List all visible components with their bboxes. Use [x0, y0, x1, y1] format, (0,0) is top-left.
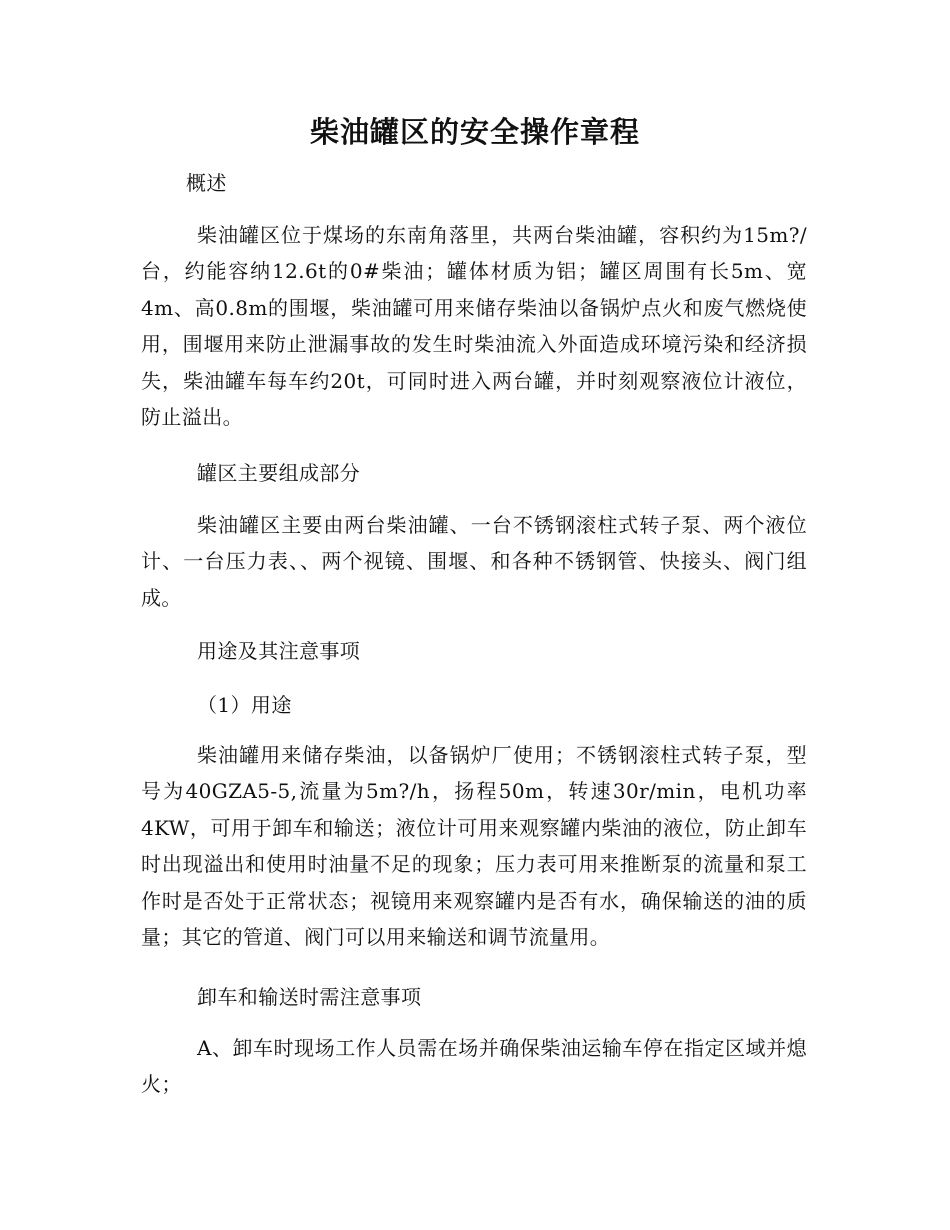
usage-subheading: （1）用途 — [197, 693, 292, 717]
document-title: 柴油罐区的安全操作章程 — [309, 115, 640, 149]
components-heading: 罐区主要组成部分 — [197, 461, 361, 485]
unloading-heading: 卸车和输送时需注意事项 — [197, 985, 422, 1009]
overview-heading: 概述 — [186, 171, 227, 195]
usage-heading: 用途及其注意事项 — [197, 639, 361, 663]
components-paragraph: 柴油罐区主要由两台柴油罐、一台不锈钢滚柱式转子泵、两个液位计、一台压力表、、两个视镜、围堰、和各种不锈钢管、快接头、阀门组成。 — [141, 513, 807, 610]
usage-paragraph: 柴油罐用来储存柴油，以备锅炉厂使用；不锈钢滚柱式转子泵，型号为40GZA5-5,流量为5m?/h，扬程50m，转速30r/min，电机功率4KW，可用于卸车和输送；液位计可用来观察罐内柴油的液位，防止卸车时出现溢出和使用时油量不足的现象；压力表可用来推断泵的流量和泵工作时是否处于正常状态；视镜用来观察罐内是否有水，确保输送的油的质量；其它的管道、阀门可以用来输送和调节流量用。 — [141, 743, 807, 950]
unloading-item-a: A、卸车时现场工作人员需在场并确保柴油运输车停在指定区域并熄火； — [141, 1036, 807, 1097]
overview-paragraph: 柴油罐区位于煤场的东南角落里，共两台柴油罐，容积约为15m?/台，约能容纳12.6t的0#柴油；罐体材质为铝；罐区周围有长5m、宽4m、高0.8m的围堰，柴油罐可用来储存柴油以备锅炉点火和废气燃烧使用，围堰用来防止泄漏事故的发生时柴油流入外面造成环境污染和经济损失，柴油罐车每车约20t，可同时进入两台罐，并时刻观察液位计液位，防止溢出。 — [141, 223, 807, 430]
